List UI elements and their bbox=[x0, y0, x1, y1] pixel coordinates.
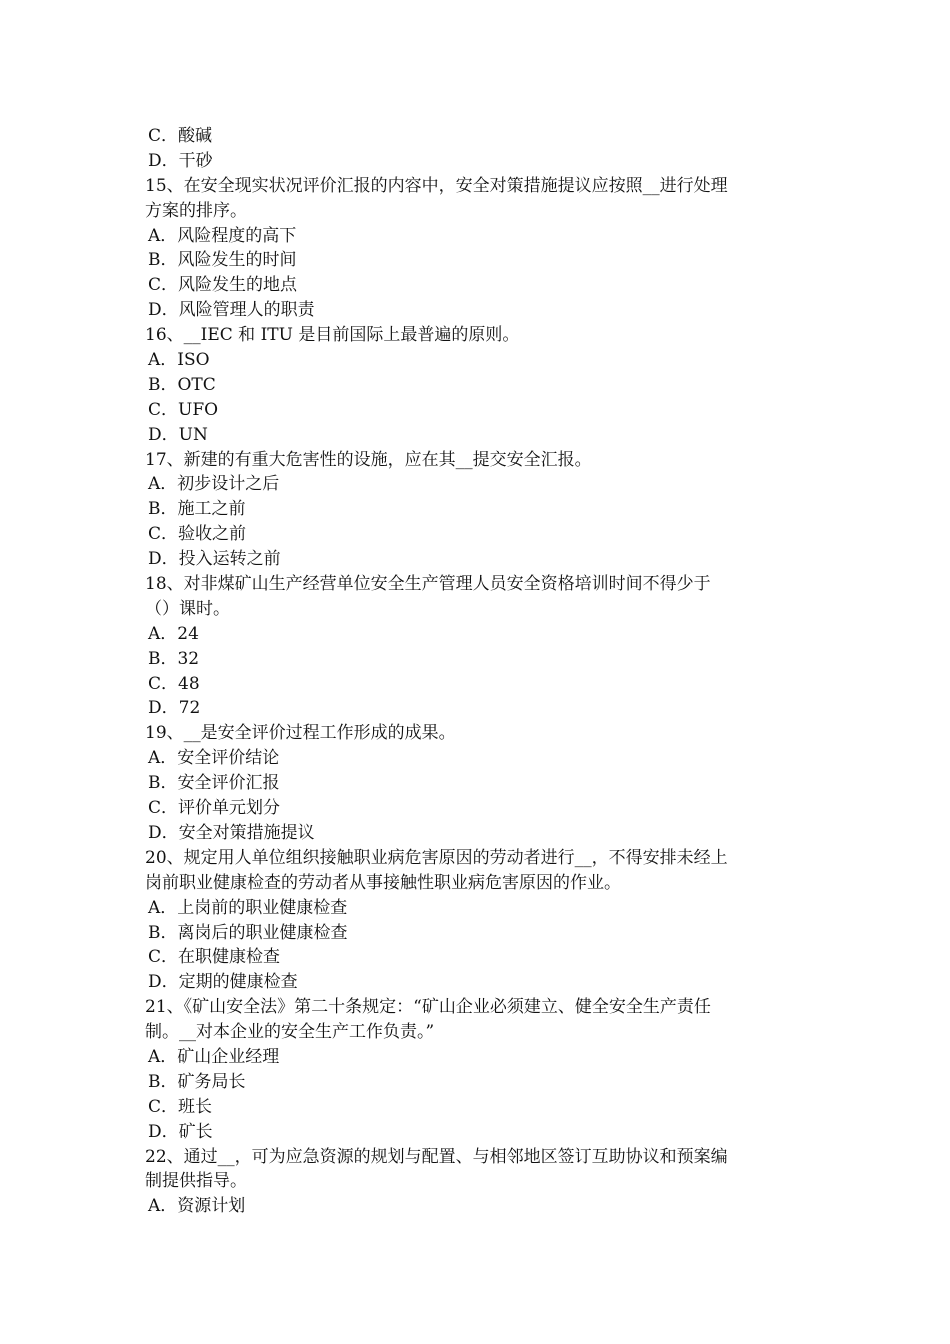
option-line: B．32 bbox=[148, 648, 200, 669]
question-stem-line: 方案的排序。 bbox=[145, 200, 247, 221]
question-stem-line: 制。__对本企业的安全生产工作负责。” bbox=[145, 1022, 435, 1043]
option-line: D．定期的健康检查 bbox=[148, 972, 298, 993]
option-line: D．投入运转之前 bbox=[148, 549, 281, 570]
question-stem-line: 16、__IEC 和 ITU 是目前国际上最普遍的原则。 bbox=[145, 325, 520, 346]
option-line: D．72 bbox=[148, 698, 201, 719]
option-line: A．资源计划 bbox=[148, 1196, 246, 1217]
option-line: A．初步设计之后 bbox=[148, 474, 280, 495]
option-line: A．矿山企业经理 bbox=[148, 1046, 280, 1067]
option-line: C．验收之前 bbox=[148, 524, 247, 545]
option-line: C．在职健康检查 bbox=[148, 947, 281, 968]
option-line: B．安全评价汇报 bbox=[148, 773, 280, 794]
document-body bbox=[145, 124, 810, 1219]
option-line: A．上岗前的职业健康检查 bbox=[148, 897, 348, 918]
question-stem-line: 18、对非煤矿山生产经营单位安全生产管理人员安全资格培训时间不得少于 bbox=[145, 574, 711, 595]
option-line: B．矿务局长 bbox=[148, 1071, 246, 1092]
option-line: D．干砂 bbox=[148, 150, 213, 171]
question-stem-line: 岗前职业健康检查的劳动者从事接触性职业病危害原因的作业。 bbox=[145, 872, 621, 893]
option-line: A．24 bbox=[148, 623, 199, 644]
question-stem-line: 20、规定用人单位组织接触职业病危害原因的劳动者进行__，不得安排未经上 bbox=[145, 847, 728, 868]
question-stem-line: 15、在安全现实状况评价汇报的内容中，安全对策措施提议应按照__进行处理 bbox=[145, 175, 728, 196]
option-line: A．ISO bbox=[148, 350, 210, 371]
question-stem-line: 制提供指导。 bbox=[145, 1171, 247, 1192]
question-stem-line: 19、__是安全评价过程工作形成的成果。 bbox=[145, 723, 456, 744]
option-line: D．风险管理人的职责 bbox=[148, 300, 315, 321]
option-line: C．班长 bbox=[148, 1096, 213, 1117]
option-line: B．风险发生的时间 bbox=[148, 250, 297, 271]
question-stem-line: 21、《矿山安全法》第二十条规定：“矿山企业必须建立、健全安全生产责任 bbox=[145, 997, 711, 1018]
option-line: C．酸碱 bbox=[148, 126, 213, 146]
question-stem-line: 17、新建的有重大危害性的设施，应在其__提交安全汇报。 bbox=[145, 449, 592, 470]
option-line: B．离岗后的职业健康检查 bbox=[148, 922, 348, 943]
option-line: B．OTC bbox=[148, 374, 216, 395]
option-line: D．UN bbox=[148, 424, 208, 445]
option-line: C．48 bbox=[148, 673, 200, 694]
option-line: D．安全对策措施提议 bbox=[148, 822, 315, 843]
option-line: A．安全评价结论 bbox=[148, 748, 280, 769]
question-stem-line: （）课时。 bbox=[145, 598, 230, 619]
option-line: C．UFO bbox=[148, 399, 219, 420]
option-line: D．矿长 bbox=[148, 1121, 213, 1142]
option-line: A．风险程度的高下 bbox=[148, 225, 297, 246]
question-stem-line: 22、通过__，可为应急资源的规划与配置、与相邻地区签订互助协议和预案编 bbox=[145, 1146, 728, 1167]
option-line: C．风险发生的地点 bbox=[148, 275, 298, 296]
option-line: B．施工之前 bbox=[148, 499, 246, 520]
option-line: C．评价单元划分 bbox=[148, 798, 281, 819]
